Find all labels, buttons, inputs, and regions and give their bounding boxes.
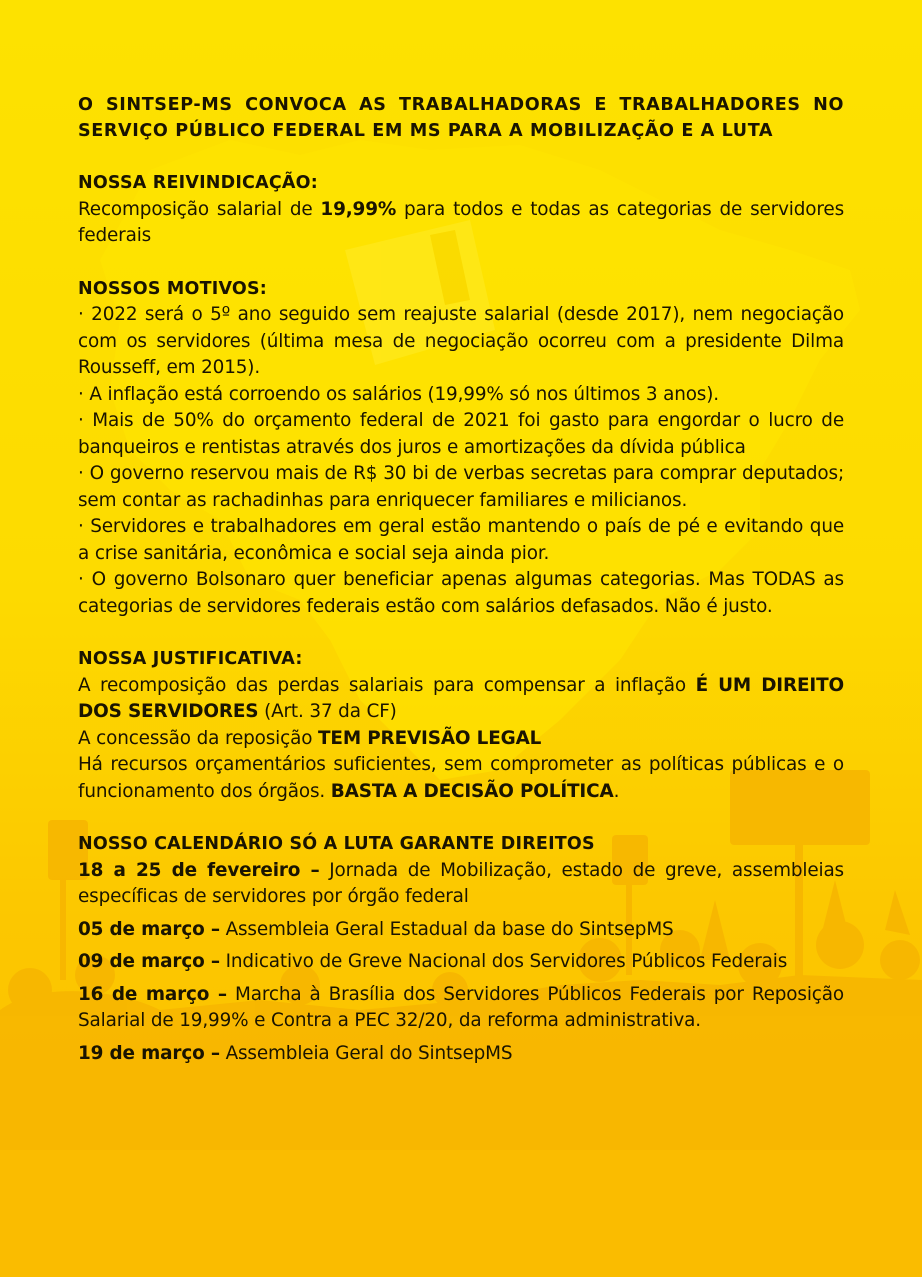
justificativa-p3-after: . bbox=[613, 780, 620, 802]
motivo-item: · O governo reservou mais de R$ 30 bi de verbas secretas para comprar deputados; sem contar as rachadinhas para enriquecer familiares e milicianos. bbox=[78, 463, 844, 511]
flyer-content bbox=[78, 92, 844, 1093]
calendar-event bbox=[78, 1041, 844, 1068]
event-date: 16 de março – bbox=[78, 983, 227, 1005]
reivindicacao-section bbox=[78, 170, 844, 250]
calendar-event bbox=[78, 917, 844, 944]
reivindicacao-text-after: para todos e todas as categorias de servidores federais bbox=[78, 198, 844, 246]
event-date: 09 de março – bbox=[78, 951, 220, 972]
reivindicacao-heading: NOSSA REIVINDICAÇÃO: bbox=[78, 173, 318, 193]
justificativa-p1-bold: É UM DIREITO DOS SERVIDORES bbox=[78, 674, 844, 722]
calendar-event bbox=[78, 982, 844, 1035]
motivos-heading: NOSSOS MOTIVOS: bbox=[78, 278, 267, 299]
motivo-item: · 2022 será o 5º ano seguido sem reajuste salarial (desde 2017), nem negociação com os servidores (última mesa de negociação ocorreu com a presidente Dilma Rousseff, em 2015). bbox=[78, 304, 844, 378]
event-date: 19 de março – bbox=[78, 1042, 220, 1064]
event-date: 05 de março – bbox=[78, 918, 220, 940]
justificativa-p2-text: A concessão da reposição bbox=[78, 727, 319, 749]
motivo-item: · O governo Bolsonaro quer beneficiar apenas algumas categorias. Mas TODAS as categorias de servidores federais estão com salários defasados. Não é justo. bbox=[78, 569, 844, 617]
justificativa-p3-text: Há recursos orçamentários suficientes, sem comprometer as políticas públicas e o funcionamento dos órgãos. bbox=[78, 754, 844, 802]
justificativa-paragraph-1 bbox=[78, 673, 844, 726]
event-description: Assembleia Geral Estadual da base do SintsepMS bbox=[219, 918, 674, 940]
justificativa-p1-after: (Art. 37 da CF) bbox=[258, 701, 397, 722]
motivos-section bbox=[78, 276, 844, 621]
flyer-title: O SINTSEP-MS CONVOCA AS TRABALHADORAS E TRABALHADORES NO SERVIÇO PÚBLICO FEDERAL EM MS PARA A MOBILIZAÇÃO E A LUTA bbox=[78, 95, 844, 141]
reivindicacao-text-before: Recomposição salarial de bbox=[78, 198, 321, 220]
event-description: Indicativo de Greve Nacional dos Servidores Públicos Federais bbox=[219, 951, 788, 972]
event-description: Marcha à Brasília dos Servidores Públicos Federais por Reposição Salarial de 19,99% e Contra a PEC 32/20, da reforma administrativa. bbox=[78, 983, 844, 1031]
justificativa-p1-text: A recomposição das perdas salariais para compensar a inflação bbox=[78, 674, 696, 696]
motivo-item: · A inflação está corroendo os salários (19,99% só nos últimos 3 anos). bbox=[78, 383, 719, 405]
justificativa-p3-bold: BASTA A DECISÃO POLÍTICA bbox=[330, 780, 614, 802]
motivo-item: · Mais de 50% do orçamento federal de 2021 foi gasto para engordar o lucro de banqueiros e rentistas através dos juros e amortizações da dívida pública bbox=[78, 410, 844, 458]
reivindicacao-percent: 19,99% bbox=[320, 198, 397, 220]
event-date: 18 a 25 de fevereiro – bbox=[78, 859, 320, 881]
event-description: Assembleia Geral do SintsepMS bbox=[219, 1042, 513, 1064]
motivo-item: · Servidores e trabalhadores em geral estão mantendo o país de pé e evitando que a crise sanitária, econômica e social seja ainda pior. bbox=[78, 516, 844, 564]
justificativa-p2-bold: TEM PREVISÃO LEGAL bbox=[318, 727, 542, 749]
reivindicacao-text bbox=[78, 197, 844, 250]
event-description: Jornada de Mobilização, estado de greve, assembleias específicas de servidores por órgão federal bbox=[78, 859, 844, 907]
justificativa-section bbox=[78, 646, 844, 805]
calendario-section bbox=[78, 831, 844, 1067]
justificativa-paragraph-2 bbox=[78, 726, 844, 753]
calendar-event bbox=[78, 858, 844, 911]
calendario-heading: NOSSO CALENDÁRIO SÓ A LUTA GARANTE DIREITOS bbox=[78, 834, 595, 854]
justificativa-heading: NOSSA JUSTIFICATIVA: bbox=[78, 649, 303, 669]
justificativa-paragraph-3 bbox=[78, 752, 844, 805]
calendar-event bbox=[78, 949, 844, 976]
